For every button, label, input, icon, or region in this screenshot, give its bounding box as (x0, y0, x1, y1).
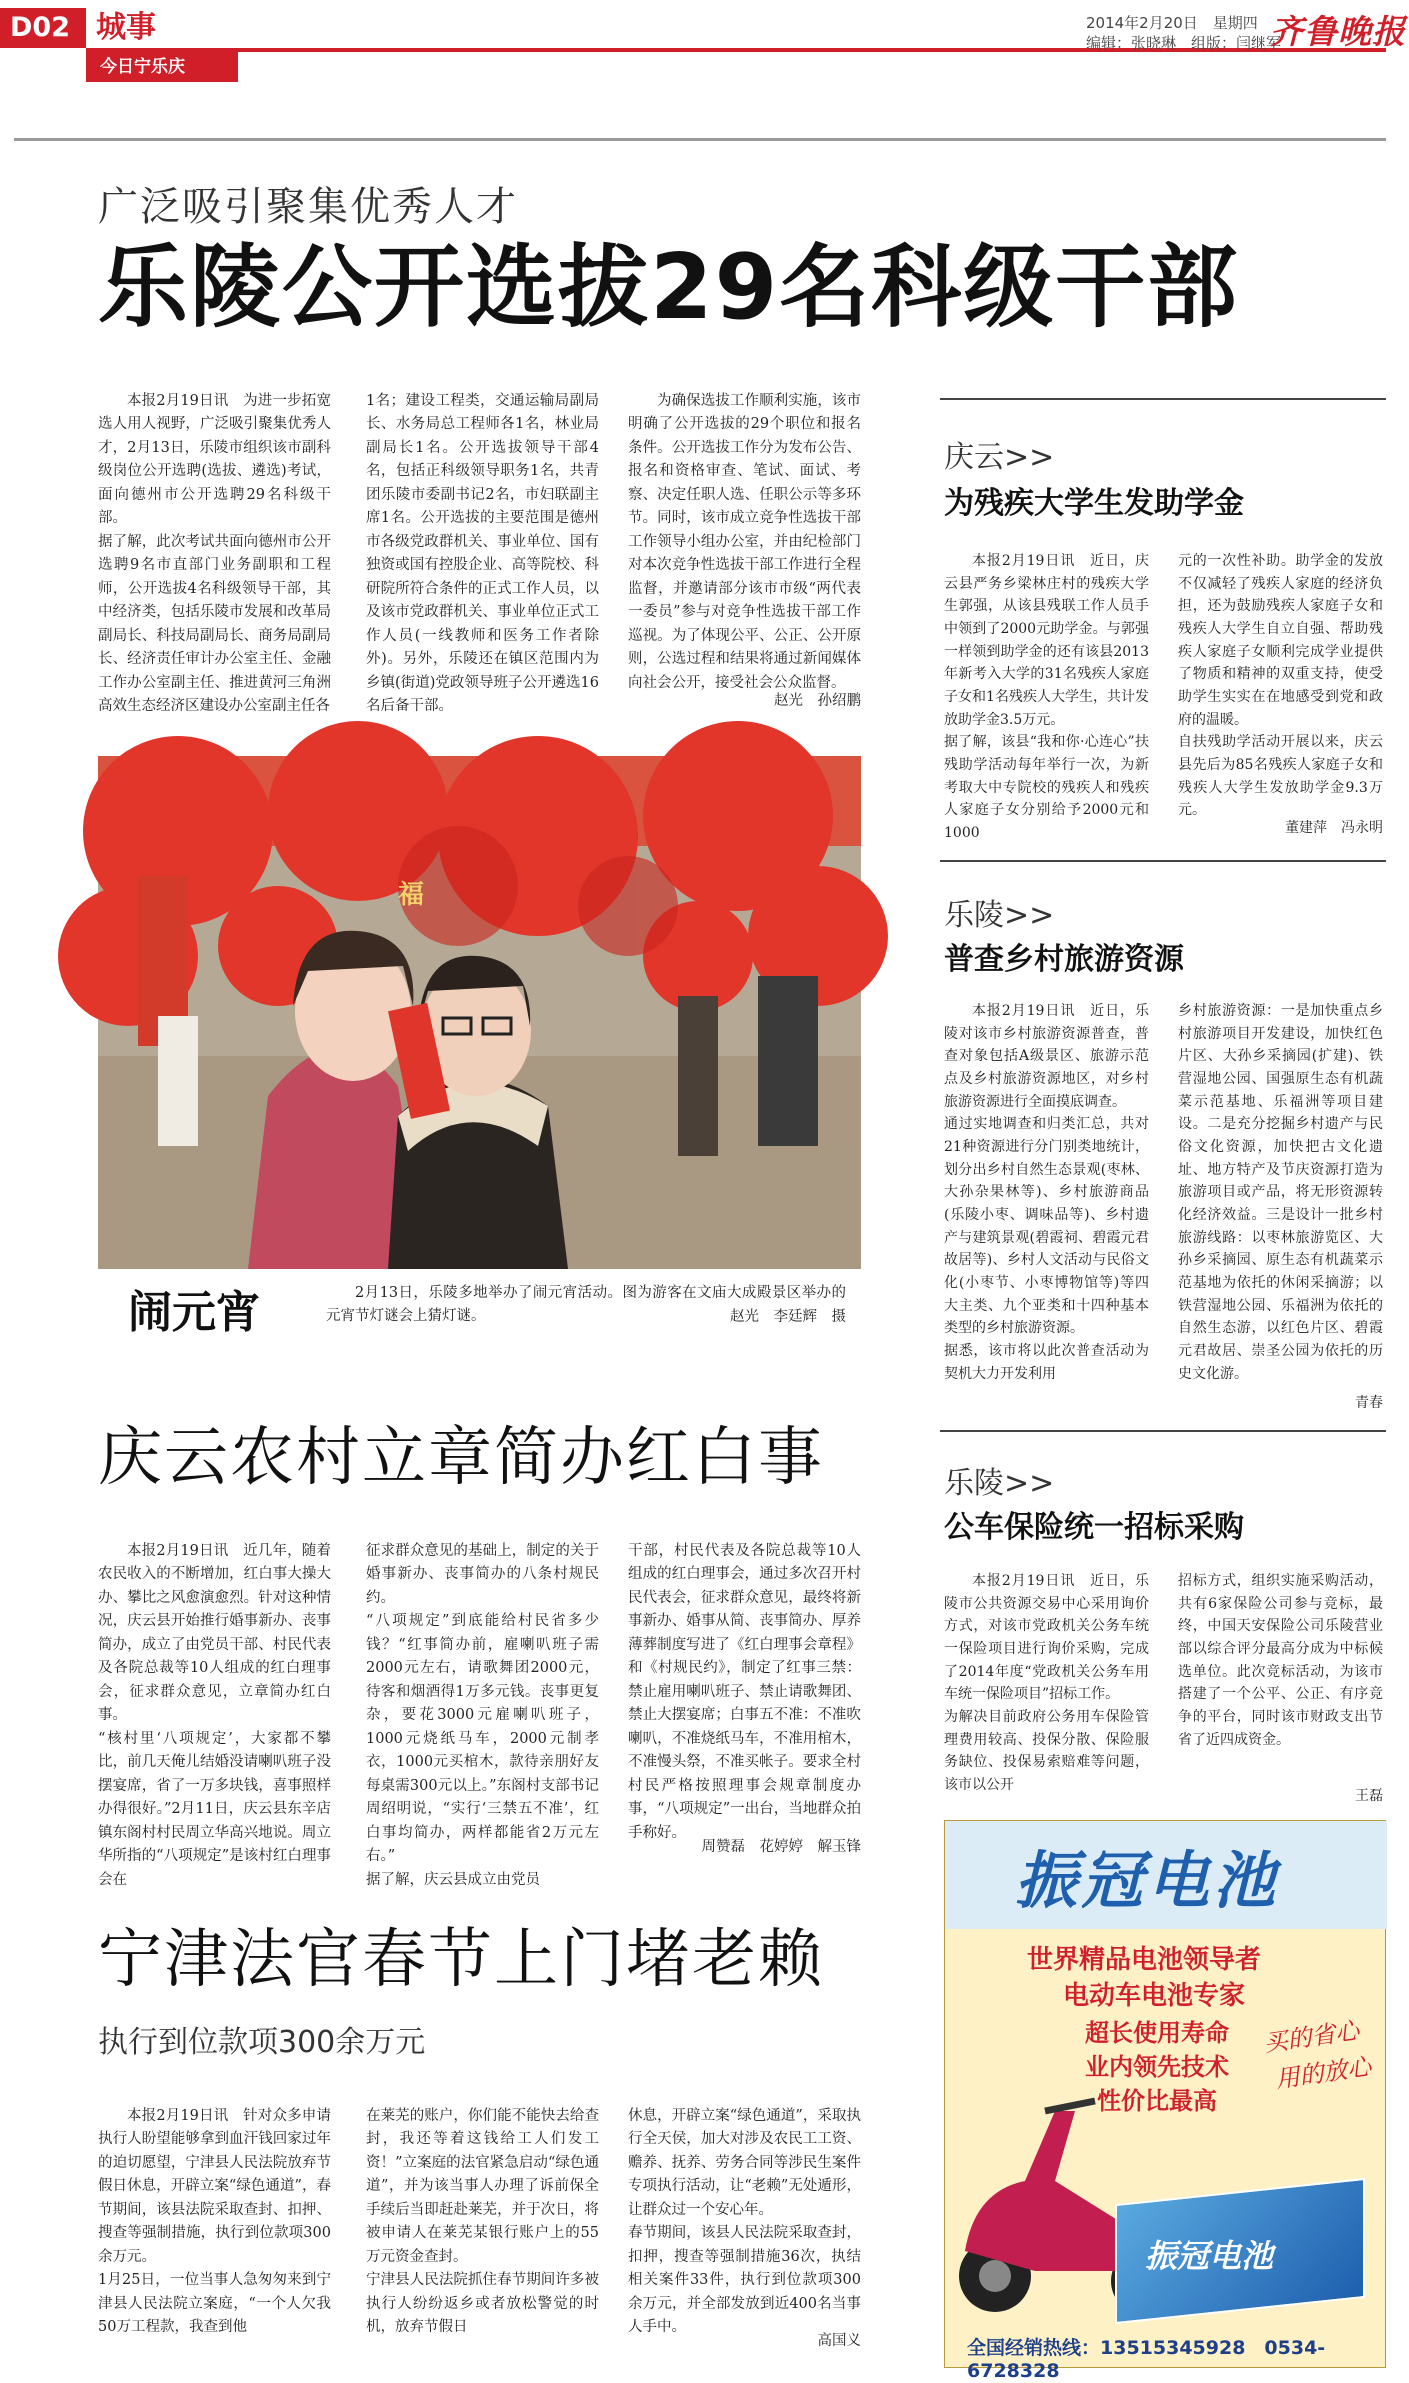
side2-text-2: 乡村旅游资源：一是加快重点乡村旅游项目开发建设，加快红色片区、大孙乡采摘园(扩建)、铁营湿地公园、国强原生态有机蔬菜示范基地、乐福洲等项目建设。二是充分挖掘乡村遗产与民俗文化资源，加快把古文化遗址、地方特产及节庆资源打造为旅游项目或产品，将无形资源转化经济效益。三是设计一批乡村旅游线路：以枣林旅游览区、大孙乡采摘园、原生态有机蔬菜示范基地为依托的休闲采摘游；以铁营湿地公园、乐福洲为依托的自然生态游，以红色片区、碧霞元君故居、崇圣公园为依托的历史文化游。 (1178, 1003, 1383, 1382)
story2-column-3 (628, 1540, 861, 1845)
story2-byline: 周赞磊 花婷婷 解玉锋 (701, 1839, 861, 1855)
story3-text-2: 在莱芜的账户，你们能不能快去给查封，我还等着这钱给工人们发工资！”立案庭的法官紧急启动“绿色通道”，并为该当事人办理了诉前保全手续后当即赶赴莱芜，并于次日，将被申请人在莱芜某银行账户上的55万元资金查封。 宁津县人民法院抓住春节期间许多被执行人纷纷返乡或者放松警觉的时机，放弃节假日 (366, 2108, 599, 2336)
ad-line-3: 超长使用寿命 (1085, 2019, 1229, 2047)
story3-byline: 高国义 (817, 2333, 861, 2349)
page-number: D02 (0, 8, 86, 48)
side1-column-1 (944, 550, 1149, 845)
side2-text-1: 本报2月19日讯 近日，乐陵对该市乡村旅游资源普查，普查对象包括A级景区、旅游示范点及乡村旅游资源地区，对乡村旅游资源进行全面摸底调查。 通过实地调查和归类汇总，共对21种资源进行分门别类地统计，划分出乡村自然生态景观(枣林、大孙杂果林等)、乡村旅游商品(乐陵小枣、调味品等)、乡村遗产与建筑景观(碧霞祠、碧霞元君故居等)、乡村人文活动与民俗文化(小枣节、小枣博物馆等)等四大主类、九个亚类和十四种基本类型的乡村旅游资源。 据悉，该市将以此次普查活动为契机大力开发利用 (944, 1003, 1149, 1382)
lead-column-2 (366, 390, 599, 719)
side3-column-1 (944, 1570, 1149, 1797)
story2-column-2 (366, 1540, 599, 1892)
side2-byline: 青春 (1355, 1395, 1383, 1411)
lead-column-1 (98, 390, 331, 719)
editor-line: 编辑：张晓琳 组版：闫继军 (1086, 34, 1282, 52)
lead-byline: 赵光 孙绍鹏 (774, 693, 861, 709)
story2-headline: 庆云农村立章简办红白事 (98, 1421, 824, 1495)
story2-text-1: 本报2月19日讯 近几年，随着农民收入的不断增加，红白事大操大办、攀比之风愈演愈烈。针对这种情况，庆云县开始推行婚事新办、丧事简办，成立了由党员干部、村民代表及各院总裁等10人组成的红白理事会，征求群众意见，立章简办红白事。 “核村里‘八项规定’，大家都不攀比，前几天俺儿结婚没请喇叭班子没摆宴席，省了一万多块钱，喜事照样办得很好。”2月11日，庆云县东辛店镇东阁村村民周立华高兴地说。周立华所指的“八项规定”是该村红白理事会在 (98, 1543, 331, 1888)
side1-headline: 为残疾大学生发助学金 (944, 486, 1244, 521)
lead-column-3 (628, 390, 861, 695)
story3-column-1 (98, 2105, 331, 2340)
side1-column-2 (1178, 550, 1383, 822)
ad-slogan-2: 用的放心 (1273, 2052, 1373, 2094)
lantern-photo (98, 756, 861, 1269)
side3-text-2: 招标方式，组织实施采购活动，共有6家保险公司参与竞标，最终，中国天安保险公司乐陵营业部以综合评分最高分成为中标候选单位。此次竞标活动，为该市搭建了一个公平、公正、有序竞争的平台，同时该市财政支出节省了近四成资金。 (1178, 1573, 1383, 1748)
side1-byline: 董建萍 冯永明 (1285, 820, 1383, 836)
side2-column-1 (944, 1000, 1149, 1385)
photo-illustration (98, 756, 861, 1269)
side2-column-2 (1178, 1000, 1383, 1385)
side3-byline: 王磊 (1355, 1788, 1383, 1804)
photo-caption-title: 闹元宵 (128, 1287, 260, 1338)
side2-headline: 普查乡村旅游资源 (944, 942, 1184, 977)
subsection-label: 今日宁乐庆 (86, 52, 238, 82)
lead-text-2: 1名；建设工程类，交通运输局副局长、水务局总工程师各1名，林业局副局长1名。公开选拔领导干部4名，包括正科级领导职务1名，共青团乐陵市委副书记2名，市妇联副主席1名。公开选拔的主要范围是德州市各级党政群机关、事业单位、国有独资或国有控股企业、高等院校、科研院所符合条件的正式工作人员，以及该市党政群机关、事业单位正式工作人员(一线教师和医务工作者除外)。另外，乐陵还在镇区范围内为乡镇(街道)党政领导班子公开遴选16名后备干部。 (366, 393, 599, 715)
lead-text-1: 本报2月19日讯 为进一步拓宽选人用人视野，广泛吸引聚集优秀人才，2月13日，乐陵市组织该市副科级岗位公开选聘(选拔、遴选)考试，面向德州市公开选聘29名科级干部。 据了解，此次考试共面向德州市公开选聘9名市直部门业务副职和工程师，公开选拔4名科级领导干部，其中经济类，包括乐陵市发展和改革局副局长、科技局副局长、商务局副局长、经济责任审计办公室主任、金融工作办公室副主任、推进黄河三角洲高效生态经济区建设办公室副主任各 (98, 393, 331, 715)
date-line: 2014年2月20日 星期四 (1086, 14, 1258, 32)
story3-text-3: 休息，开辟立案“绿色通道”，采取执行全天侯，加大对涉及农民工工资、赡养、抚养、劳务合同等涉民生案件专项执行活动，让“老赖”无处遁形，让群众过一个安心年。 春节期间，该县人民法院采取查封，扣押，搜查等强制措施36次，执结相关案件33件，执行到位款项300余万元，并全部发放到近400名当事人手中。 (628, 2108, 861, 2336)
sidebar-divider-3 (940, 1430, 1386, 1432)
sidebar-divider-1 (940, 398, 1386, 400)
ad-line-2: 电动车电池专家 (1063, 1981, 1246, 2011)
side3-tag: 乐陵>> (944, 1466, 1055, 1501)
ad-box-brand: 振冠电池 (1145, 2237, 1274, 2275)
ad-slogan-1: 买的省心 (1261, 2016, 1361, 2058)
story3-headline: 宁津法官春节上门堵老赖 (98, 1923, 824, 1997)
battery-ad[interactable] (944, 1820, 1386, 2382)
ad-hotline[interactable]: 全国经销热线：13515345928 0534-6728328 (967, 2337, 1326, 2382)
story2-text-2: 征求群众意见的基础上，制定的关于婚事新办、丧事简办的八条村规民约。 “八项规定”到底能给村民省多少钱？“红事简办前，雇喇叭班子需2000元左右，请歌舞团2000元，待客和烟酒得1万多元钱。丧事更复杂，要花3000元雇喇叭班子，1000元烧纸马车，2000元制孝衣，1000元买棺木，款待亲朋好友每桌需300元以上。”东阁村支部书记周绍明说，“实行‘三禁五不准’，红白事均简办，两样都能省2万元左右。” 据了解，庆云县成立由党员 (366, 1543, 599, 1888)
side3-column-2 (1178, 1570, 1383, 1751)
ad-brand: 振冠电池 (1015, 1844, 1280, 1917)
side1-tag: 庆云>> (944, 440, 1055, 475)
ad-line-4: 业内领先技术 (1085, 2053, 1229, 2081)
lantern-fu-text: 福 (398, 880, 425, 910)
side3-headline: 公车保险统一招标采购 (944, 1510, 1244, 1545)
header-rule (14, 138, 1386, 141)
sidebar-divider-2 (940, 860, 1386, 862)
side1-text-1: 本报2月19日讯 近日，庆云县严务乡梁林庄村的残疾大学生郭强，从该县残联工作人员手中领到了2000元助学金。与郭强一样领到助学金的还有该县2013年新考入大学的31名残疾人家庭子女和1名残疾人大学生，共计发放助学金3.5万元。 据了解，该县“我和你·心连心”扶残助学活动每年举行一次，为新考取大中专院校的残疾人和残疾人家庭子女分别给予2000元和1000 (944, 553, 1149, 842)
ad-line-1: 世界精品电池领导者 (1027, 1945, 1262, 1975)
story3-subtitle: 执行到位款项300余万元 (98, 2025, 426, 2060)
side1-text-2: 元的一次性补助。助学金的发放不仅减轻了残疾人家庭的经济负担，还为鼓励残疾人家庭子女和残疾人大学生自立自强、帮助残疾人家庭子女顺利完成学业提供了物质和精神的双重支持，使受助学生实实在在地感受到党和政府的温暖。 自扶残助学活动开展以来，庆云县先后为85名残疾人家庭子女和残疾人大学生发放助学金9.3万元。 (1178, 553, 1383, 819)
lead-headline: 乐陵公开选拔29名科级干部 (98, 235, 1240, 340)
paper-logo: 齐鲁晚报 (1270, 12, 1406, 51)
side3-text-1: 本报2月19日讯 近日，乐陵市公共资源交易中心采用询价方式，对该市党政机关公务车统一保险项目进行询价采购，完成了2014年度“党政机关公务车用车统一保险项目”招标工作。 为解决目前政府公务用车保险管理费用较高、投保分散、保险服务缺位、投保易索赔难等问题，该市以公开 (944, 1573, 1149, 1794)
story2-text-3: 干部，村民代表及各院总裁等10人组成的红白理事会，通过多次召开村民代表会，征求群众意见，最终将新事新办、婚事从简、丧事简办、厚养薄葬制度写进了《红白理事会章程》和《村规民约》，制定了红事三禁：禁止雇用喇叭班子、禁止请歌舞团、禁止大摆宴席；白事五不准：不准吹喇叭，不准烧纸马车，不准用棺木，不准慢头祭，不准买帐子。要求全村村民严格按照理事会规章制度办事，“八项规定”一出台，当地群众拍手称好。 (628, 1543, 861, 1841)
story2-column-1 (98, 1540, 331, 1892)
photo-caption: 2月13日，乐陵多地举办了闹元宵活动。图为游客在文庙大成殿景区举办的元宵节灯谜会上猜灯谜。 (326, 1285, 846, 1325)
section-name: 城事 (96, 10, 156, 45)
lead-text-3: 为确保选拔工作顺利实施，该市明确了公开选拔的29个职位和报名条件。公开选拔工作分为发布公告、报名和资格审查、笔试、面试、考察、决定任职人选、任职公示等多环节。同时，该市成立竞争性选拔干部工作领导小组办公室，并由纪检部门对本次竞争性选拔干部工作进行全程监督，并邀请部分该市市级“两代表一委员”参与对竞争性选拔干部工作巡视。为了体现公平、公正、公开原则，公选过程和结果将通过新闻媒体向社会公开，接受社会公众监督。 (628, 393, 861, 691)
lead-kicker: 广泛吸引聚集优秀人才 (98, 184, 518, 230)
photo-credit: 赵光 李廷辉 摄 (730, 1309, 846, 1325)
story3-column-2 (366, 2105, 599, 2340)
ad-line-5: 性价比最高 (1097, 2087, 1217, 2115)
story3-text-1: 本报2月19日讯 针对众多申请执行人盼望能够拿到血汗钱回家过年的迫切愿望，宁津县人民法院放弃节假日休息，开辟立案“绿色通道”，春节期间，该县法院采取查封、扣押、搜查等强制措施，执行到位款项300余万元。 1月25日，一位当事人急匆匆来到宁津县人民法院立案庭，“一个人欠我50万工程款，我查到他 (98, 2108, 331, 2336)
story3-column-3 (628, 2105, 861, 2340)
side2-tag: 乐陵>> (944, 898, 1055, 933)
